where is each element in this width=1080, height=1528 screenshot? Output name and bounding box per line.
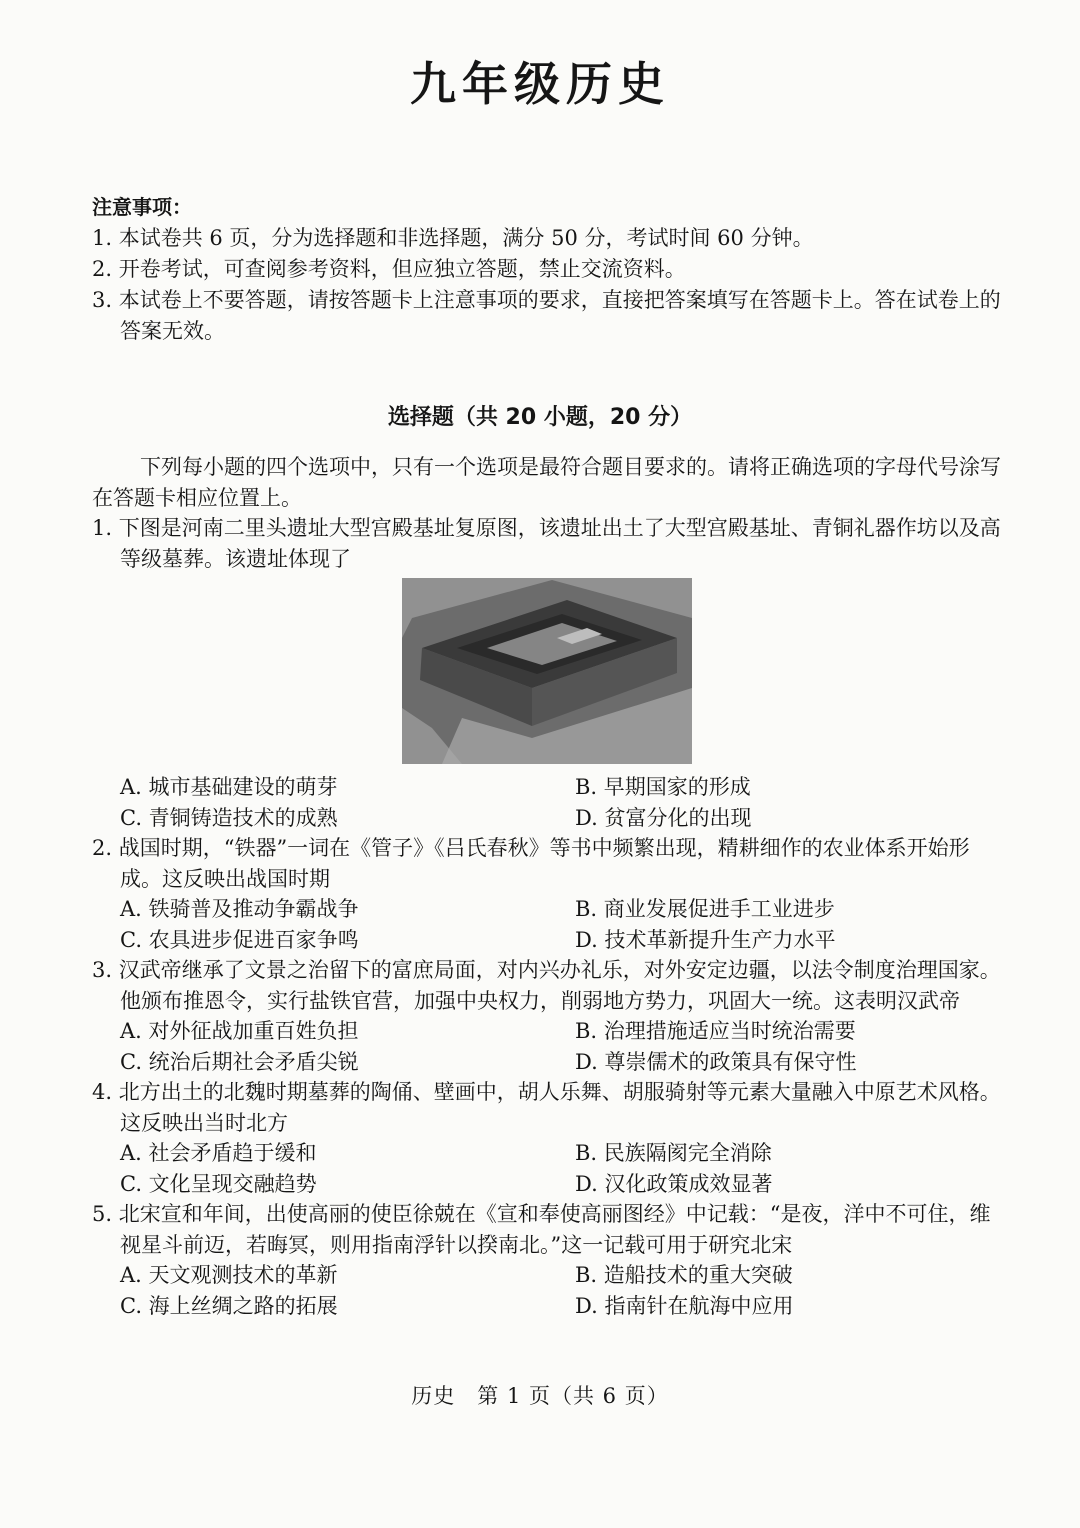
option-c: C. 农具进步促进百家争鸣 xyxy=(120,927,359,952)
notice-item: 3. 本试卷上不要答题，请按答题卡上注意事项的要求，直接把答案填写在答题卡上。答在试卷上的答案无效。 xyxy=(92,288,1001,343)
options xyxy=(92,772,1002,833)
option-b: B. 治理措施适应当时统治需要 xyxy=(575,1019,856,1043)
option-d: D. 尊崇儒术的政策具有保守性 xyxy=(575,1049,857,1074)
question-1 xyxy=(92,513,1002,833)
question-stem: 1. 下图是河南二里头遗址大型宫殿基址复原图，该遗址出土了大型宫殿基址、青铜礼器作坊以及高等级墓葬。该遗址体现了 xyxy=(92,516,1001,571)
option-c: C. 文化呈现交融趋势 xyxy=(120,1171,317,1196)
question-4 xyxy=(92,1077,1002,1199)
option-b: B. 商业发展促进手工业进步 xyxy=(575,897,835,921)
options xyxy=(92,1016,1002,1077)
notice-heading: 注意事项： xyxy=(92,195,192,219)
question-3 xyxy=(92,955,1002,1077)
option-c: C. 海上丝绸之路的拓展 xyxy=(120,1293,338,1318)
option-d: D. 技术革新提升生产力水平 xyxy=(575,927,836,952)
question-stem: 5. 北宋宣和年间，出使高丽的使臣徐兢在《宣和奉使高丽图经》中记载：“是夜，洋中不可住，维视星斗前迈，若晦冥，则用指南浮针以揆南北。”这一记载可用于研究北宋 xyxy=(92,1202,991,1257)
option-a: A. 天文观测技术的革新 xyxy=(120,1263,338,1287)
option-a: A. 对外征战加重百姓负担 xyxy=(120,1019,359,1043)
option-b: B. 早期国家的形成 xyxy=(575,775,751,799)
options xyxy=(92,1138,1002,1199)
question-2 xyxy=(92,833,1002,955)
option-d: D. 贫富分化的出现 xyxy=(575,805,752,830)
options xyxy=(92,1260,1002,1321)
section-title: 选择题（共 20 小题，20 分） xyxy=(387,405,693,430)
questions-block xyxy=(92,452,1002,1321)
question-stem: 2. 战国时期，“铁器”一词在《管子》《吕氏春秋》等书中频繁出现，精耕细作的农业体系开始形成。这反映出战国时期 xyxy=(92,836,970,891)
notice-block xyxy=(92,192,1012,347)
page-footer: 历史 第 1 页（共 6 页） xyxy=(411,1384,669,1408)
option-c: C. 统治后期社会矛盾尖锐 xyxy=(120,1049,359,1074)
option-a: A. 社会矛盾趋于缓和 xyxy=(120,1141,317,1165)
page-title: 九年级历史 xyxy=(410,57,670,111)
question-5 xyxy=(92,1199,1002,1321)
notice-item: 1. 本试卷共 6 页，分为选择题和非选择题，满分 50 分，考试时间 60 分钟。 xyxy=(92,226,814,250)
option-d: D. 汉化政策成效显著 xyxy=(575,1171,773,1196)
notice-item: 2. 开卷考试，可查阅参考资料，但应独立答题，禁止交流资料。 xyxy=(92,257,686,281)
question-stem: 4. 北方出土的北魏时期墓葬的陶俑、壁画中，胡人乐舞、胡服骑射等元素大量融入中原艺术风格。这反映出当时北方 xyxy=(92,1080,1001,1135)
option-a: A. 城市基础建设的萌芽 xyxy=(120,775,338,799)
option-b: B. 民族隔阂完全消除 xyxy=(575,1141,772,1165)
option-b: B. 造船技术的重大突破 xyxy=(575,1263,793,1287)
option-c: C. 青铜铸造技术的成熟 xyxy=(120,805,338,830)
section-intro: 下列每小题的四个选项中，只有一个选项是最符合题目要求的。请将正确选项的字母代号涂写在答题卡相应位置上。 xyxy=(92,455,1001,510)
question-stem: 3. 汉武帝继承了文景之治留下的富庶局面，对内兴办礼乐，对外安定边疆，以法令制度治理国家。他颁布推恩令，实行盐铁官营，加强中央权力，削弱地方势力，巩固大一统。这表明汉武帝 xyxy=(92,958,1001,1013)
palace-reconstruction-image xyxy=(402,578,692,764)
options xyxy=(92,894,1002,955)
option-a: A. 铁骑普及推动争霸战争 xyxy=(120,897,359,921)
option-d: D. 指南针在航海中应用 xyxy=(575,1293,794,1318)
